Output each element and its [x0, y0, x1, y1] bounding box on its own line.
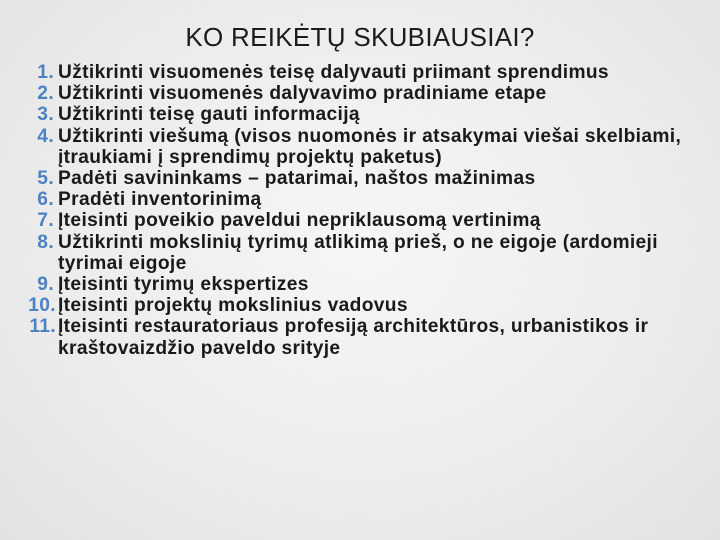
list-item: [0, 62, 720, 83]
list-item: [0, 126, 720, 168]
list-item-number: 2.: [37, 83, 54, 105]
list-item-text: Įteisinti tyrimų ekspertizes: [58, 274, 309, 296]
list-item-number: 8.: [37, 231, 54, 253]
list-item: [0, 232, 720, 274]
list-item-number: 10.: [28, 295, 56, 317]
list-item: [0, 274, 720, 295]
list-item-number: 4.: [37, 125, 54, 147]
list-item-text: Užtikrinti visuomenės dalyvavimo pradiniame etape: [58, 83, 547, 105]
list-item-number: 11.: [29, 316, 56, 338]
list-item: [0, 189, 720, 210]
list-item-number: 1.: [37, 62, 54, 83]
slide-title: KO REIKĖTŲ SKUBIAUSIAI?: [185, 22, 535, 52]
list-item-text: Pradėti inventorinimą: [58, 189, 262, 211]
list-item: [0, 168, 720, 189]
list-item-text: Padėti savininkams – patarimai, naštos mažinimas: [58, 168, 536, 190]
list-item: [0, 104, 720, 125]
list-item-number: 5.: [37, 168, 54, 190]
list-item-text: Užtikrinti mokslinių tyrimų atlikimą prieš, o ne eigoje (ardomieji tyrimai eigoje: [58, 231, 658, 274]
list-item-text: Užtikrinti teisę gauti informaciją: [58, 104, 360, 126]
list-item-number: 6.: [37, 189, 54, 211]
list-item: [0, 83, 720, 104]
list-item: [0, 210, 720, 231]
list-item-number: 9.: [37, 274, 54, 296]
list-item: [0, 295, 720, 316]
list-item: [0, 316, 720, 358]
list-item-text: Įteisinti poveikio paveldui nepriklausomą vertinimą: [58, 210, 541, 232]
list-item-text: Įteisinti projektų mokslinius vadovus: [58, 295, 408, 317]
list-item-text: Įteisinti restauratoriaus profesiją architektūros, urbanistikos ir kraštovaizdžio paveldo srityje: [58, 316, 649, 359]
list-item-number: 3.: [37, 104, 54, 126]
list-item-number: 7.: [37, 210, 54, 232]
list-item-text: Užtikrinti visuomenės teisę dalyvauti priimant sprendimus: [58, 62, 609, 83]
priority-list: [0, 62, 720, 359]
list-item-text: Užtikrinti viešumą (visos nuomonės ir atsakymai viešai skelbiami, įtraukiami į sprendimų projektų paketus): [58, 125, 682, 168]
